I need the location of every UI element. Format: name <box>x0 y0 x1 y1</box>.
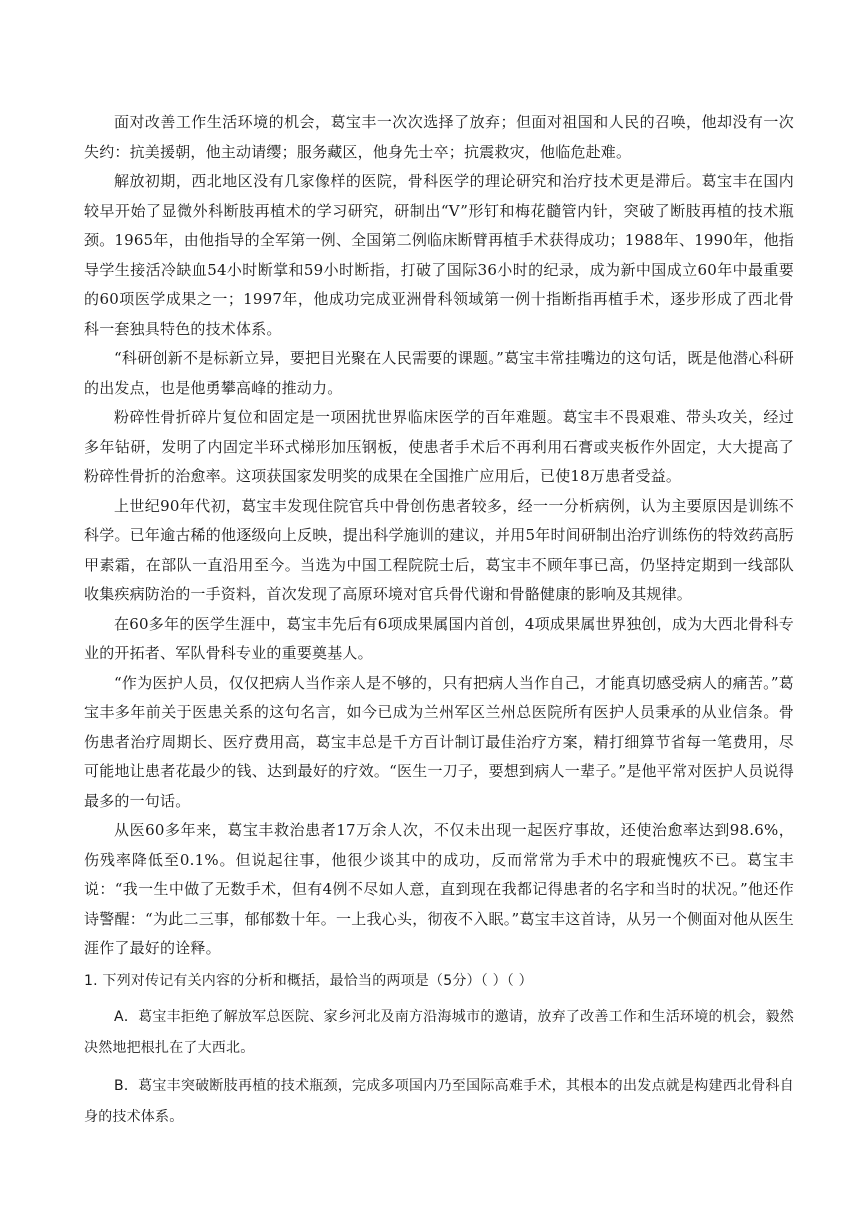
question-1: 1. 下列对传记有关内容的分析和概括，最恰当的两项是（5分）（ ）（ ） <box>84 972 533 989</box>
paragraph-8: 从医60多年来，葛宝丰救治患者17万余人次，不仅未出现一起医疗事故，还使治愈率达到98.6%，伤残率降低至0.1%。但说起往事，他很少谈其中的成功，反而常常为手术中的瑕疵愧疚不已。葛宝丰说：“我一生中做了无数手术，但有4例不尽如人意，直到现在我都记得患者的名字和当时的状况。”他还作诗警醒：“为此二三事，郁郁数十年。一上我心头，彻夜不入眠。”葛宝丰这首诗，从另一个侧面对他从医生涯作了最好的诠释。 <box>84 821 794 957</box>
paragraph-2: 解放初期，西北地区没有几家像样的医院，骨科医学的理论研究和治疗技术更是滞后。葛宝丰在国内较早开始了显微外科断肢再植术的学习研究，研制出“V”形钉和梅花髓管内针，突破了断肢再植的技术瓶颈。1965年，由他指导的全军第一例、全国第二例临床断臂再植手术获得成功；1988年、1990年，他指导学生接活冷缺血54小时断掌和59小时断指，打破了国际36小时的纪录，成为新中国成立60年中最重要的60项医学成果之一；1997年，他成功完成亚洲骨科领域第一例十指断指再植手术，逐步形成了西北骨科一套独具特色的技术体系。 <box>84 172 794 338</box>
paragraph-5: 上世纪90年代初，葛宝丰发现住院官兵中骨创伤患者较多，经一一分析病例，认为主要原因是训练不科学。已年逾古稀的他逐级向上反映，提出科学施训的建议，并用5年时间研制出治疗训练伤的特效药高肟甲素霜，在部队一直沿用至今。当选为中国工程院院士后，葛宝丰不顾年事已高，仍坚持定期到一线部队收集疾病防治的一手资料，首次发现了高原环境对官兵骨代谢和骨骼健康的影响及其规律。 <box>84 496 794 603</box>
paragraph-7: “作为医护人员，仅仅把病人当作亲人是不够的，只有把病人当作自己，才能真切感受病人的痛苦。”葛宝丰多年前关于医患关系的这句名言，如今已成为兰州军区兰州总医院所有医护人员秉承的从业信条。骨伤患者治疗周期长、医疗费用高，葛宝丰总是千方百计制订最佳治疗方案，精打细算节省每一笔费用，尽可能地让患者花最少的钱、达到最好的疗效。“医生一刀子，要想到病人一辈子。”是他平常对医护人员说得最多的一句话。 <box>84 673 794 810</box>
paragraph-1: 面对改善工作生活环境的机会，葛宝丰一次次选择了放弃；但面对祖国和人民的召唤，他却没有一次失约：抗美援朝，他主动请缨；服务藏区，他身先士卒；抗震救灾，他临危赴难。 <box>84 113 794 161</box>
option-a: A．葛宝丰拒绝了解放军总医院、家乡河北及南方沿海城市的邀请，放弃了改善工作和生活环境的机会，毅然决然地把根扎在了大西北。 <box>84 1008 794 1056</box>
paragraph-3: “科研创新不是标新立异，要把目光聚在人民需要的课题。”葛宝丰常挂嘴边的这句话，既是他潜心科研的出发点，也是他勇攀高峰的推动力。 <box>84 349 794 397</box>
paragraph-4: 粉碎性骨折碎片复位和固定是一项困扰世界临床医学的百年难题。葛宝丰不畏艰难、带头攻关，经过多年钻研，发明了内固定半环式梯形加压钢板，使患者手术后不再利用石膏或夹板作外固定，大大提高了粉碎性骨折的治愈率。这项获国家发明奖的成果在全国推广应用后，已使18万患者受益。 <box>84 408 794 485</box>
paragraph-6: 在60多年的医学生涯中，葛宝丰先后有6项成果属国内首创，4项成果属世界独创，成为大西北骨科专业的开拓者、军队骨科专业的重要奠基人。 <box>84 614 794 662</box>
option-b: B．葛宝丰突破断肢再植的技术瓶颈，完成多项国内乃至国际高难手术，其根本的出发点就是构建西北骨科自身的技术体系。 <box>84 1077 794 1125</box>
document-page <box>84 108 794 1134</box>
